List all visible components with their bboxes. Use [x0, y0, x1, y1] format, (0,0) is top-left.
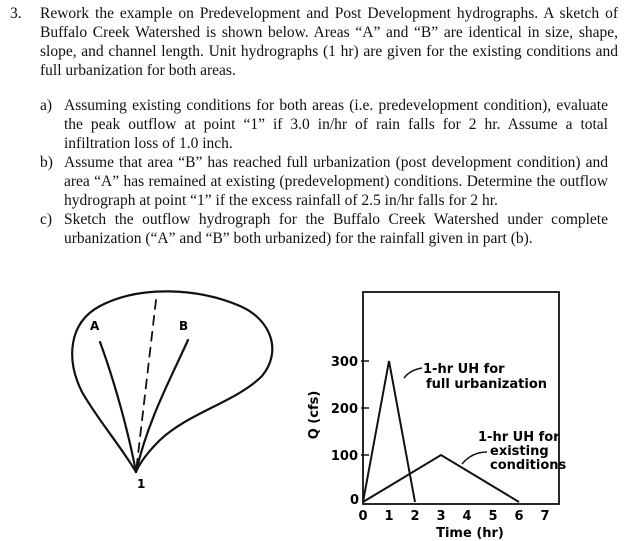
part-a-label: a): [40, 97, 53, 114]
part-a-text: Assuming existing conditions for both areas (i.e. predevelopment condition), evaluate the peak outflow at point “1” if 3.0 in/hr of rain falls for 2 hr. Assume a total infiltration loss of 1.0 inch.: [64, 97, 608, 152]
y-tick-label: 0: [349, 493, 359, 508]
part-b-text: Assume that area “B” has reached full urbanization (post development condition) and area “A” has remained at existing (predevelopment) conditions. Determine the outflow hydrograph at point “1” if the excess rainfall of 2.5 in/hr falls for 2 hr.: [64, 154, 608, 209]
y-axis-label: Q (cfs): [307, 390, 322, 440]
leader-existing: [462, 452, 487, 464]
y-tick-label: 200: [330, 402, 358, 417]
y-tick-label: 100: [330, 449, 358, 464]
x-tick-label: 7: [540, 509, 550, 524]
y-tick-label: 300: [330, 355, 358, 370]
part-b-label: b): [40, 154, 53, 171]
channel-a: [100, 342, 136, 472]
problem-number: 3.: [10, 5, 22, 22]
x-tick-label: 6: [514, 509, 524, 524]
watershed-boundary: [72, 291, 272, 472]
area-a-label: A: [90, 319, 100, 333]
x-tick-label: 4: [462, 509, 472, 524]
outlet-label: 1: [137, 477, 146, 491]
x-axis-label: Time (hr): [436, 526, 504, 541]
x-tick-label: 5: [488, 509, 498, 524]
channel-b: [136, 340, 188, 472]
x-tick-label: 2: [410, 509, 420, 524]
x-tick-label: 0: [358, 509, 368, 524]
series-full-urbanization-line: [363, 361, 415, 502]
part-c-label: c): [40, 211, 53, 228]
part-c-text: Sketch the outflow hydrograph for the Buffalo Creek Watershed under complete urbanization (“A” and “B” both urbanized) for the rainfall given in part (b).: [64, 211, 608, 247]
x-tick-label: 3: [436, 509, 446, 524]
annotation-existing-line3: conditions: [490, 458, 567, 473]
annotation-existing-line1: 1-hr UH for: [478, 430, 560, 445]
hydrograph-chart: [307, 292, 567, 541]
annotation-existing-line2: existing: [490, 444, 549, 459]
x-tick-label: 1: [384, 509, 394, 524]
problem-text: Rework the example on Predevelopment and Post Development hydrographs. A sketch of Buffalo Creek Watershed is shown below. Areas “A” and “B” are identical in size, shape, slope, and channel length. Unit hydrographs (1 hr) are given for the existing conditions and full urbanization for both areas.: [40, 5, 618, 79]
annotation-urban-line2: full urbanization: [426, 377, 547, 392]
annotation-urban-line1: 1-hr UH for: [423, 362, 505, 377]
watershed-sketch: [72, 291, 272, 472]
area-b-label: B: [179, 319, 189, 333]
leader-urban: [404, 368, 422, 378]
